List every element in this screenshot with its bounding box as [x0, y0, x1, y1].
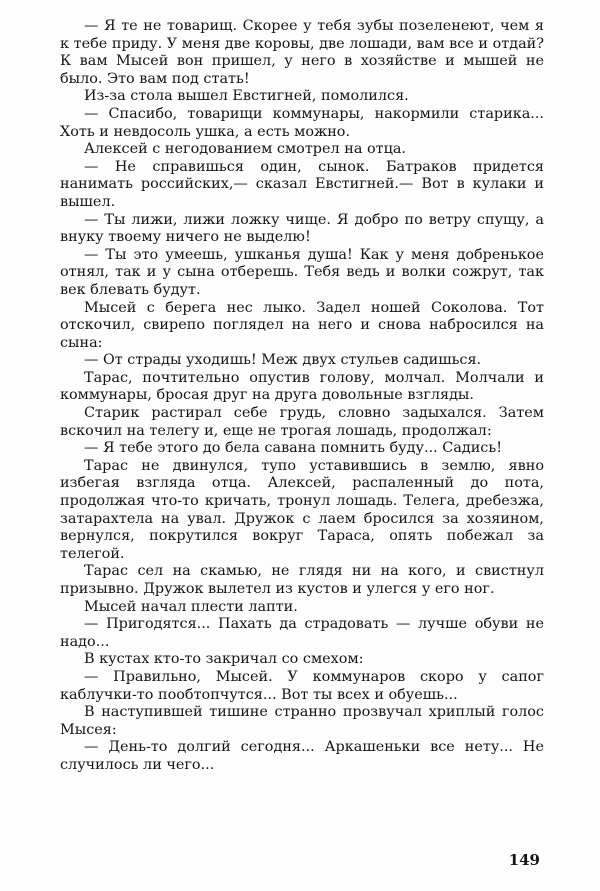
paragraph-6: — Ты лижи, лижи ложку чище. Я добро по ветру спущу, а внуку твоему ничего не выделю! [60, 211, 544, 246]
paragraph-3: — Спасибо, товарищи коммунары, накормили старика... Хоть и невдосоль ушка, а есть можно. [60, 105, 544, 140]
paragraph-16: — Пригодятся... Пахать да страдовать — лучше обуви не надо... [60, 616, 544, 650]
paragraph-20: — День-то долгий сегодня... Аркашеньки все нету... Не случилось ли чего... [60, 739, 544, 773]
paragraph-1: — Я те не товарищ. Скорее у тебя зубы позеленеют, чем я к тебе приду. У меня две коровы, две лошади, вам все и отдай? К вам Мысей вон пришел, у него в хозяйстве и мышей не было. Это вам под стать! [60, 18, 544, 87]
paragraph-10: Тарас, почтительно опустив голову, молчал. Молчали и коммунары, бросая друг на друга довольные взгляды. [60, 369, 544, 404]
paragraph-4: Алексей с негодованием смотрел на отца. [84, 141, 407, 158]
paragraph-19: В наступившей тишине странно прозвучал хриплый голос Мысея: [60, 704, 544, 738]
paragraph-5: — Не справишься один, сынок. Батраков придется нанимать российских,— сказал Евстигней.— Вот в кулаки и вышел. [60, 158, 544, 210]
page-number: 149 [508, 851, 540, 869]
paragraph-14: Тарас сел на скамью, не глядя ни на кого, и свистнул призывно. Дружок вылетел из кустов и улегся у его ног. [60, 563, 544, 597]
paragraph-7: — Ты это умеешь, ушканья душа! Как у меня добренькое отнял, так и у сына отберешь. Тебя ведь и волки сожрут, так век блевать будут. [60, 246, 544, 298]
paragraph-2: Из-за стола вышел Евстигней, помолился. [84, 88, 409, 105]
paragraph-11: Старик растирал себе грудь, словно задыхался. Затем вскочил на телегу и, еще не трогая лошадь, продолжал: [60, 405, 544, 439]
paragraph-15: Мысей начал плести лапти. [84, 598, 298, 615]
paragraph-9: — От страды уходишь! Меж двух стульев садишься. [84, 352, 482, 369]
paragraph-12: — Я тебе этого до бела савана помнить буду... Садись! [84, 440, 502, 457]
paragraph-17: В кустах кто-то закричал со смехом: [84, 651, 364, 668]
paragraph-8: Мысей с берега нес лыко. Задел ношей Соколова. Тот отскочил, свирепо поглядел на него и снова набросился на сына: [60, 299, 544, 351]
paragraph-18: — Правильно, Мысей. У коммунаров скоро у сапог каблучки-то пообтопчутся... Вот ты всех и обуешь... [60, 668, 544, 703]
paragraph-13: Тарас не двинулся, тупо уставившись в землю, явно избегая взгляда отца. Алексей, распаленный до пота, продолжая что-то кричать, тронул лошадь. Телега, дребезжа, затарахтела на увал. Дружок с лаем бросился за хозяином, вернулся, покрутился вокруг Тараса, опять побежал за телегой. [60, 457, 544, 562]
page-body-text [60, 18, 544, 775]
